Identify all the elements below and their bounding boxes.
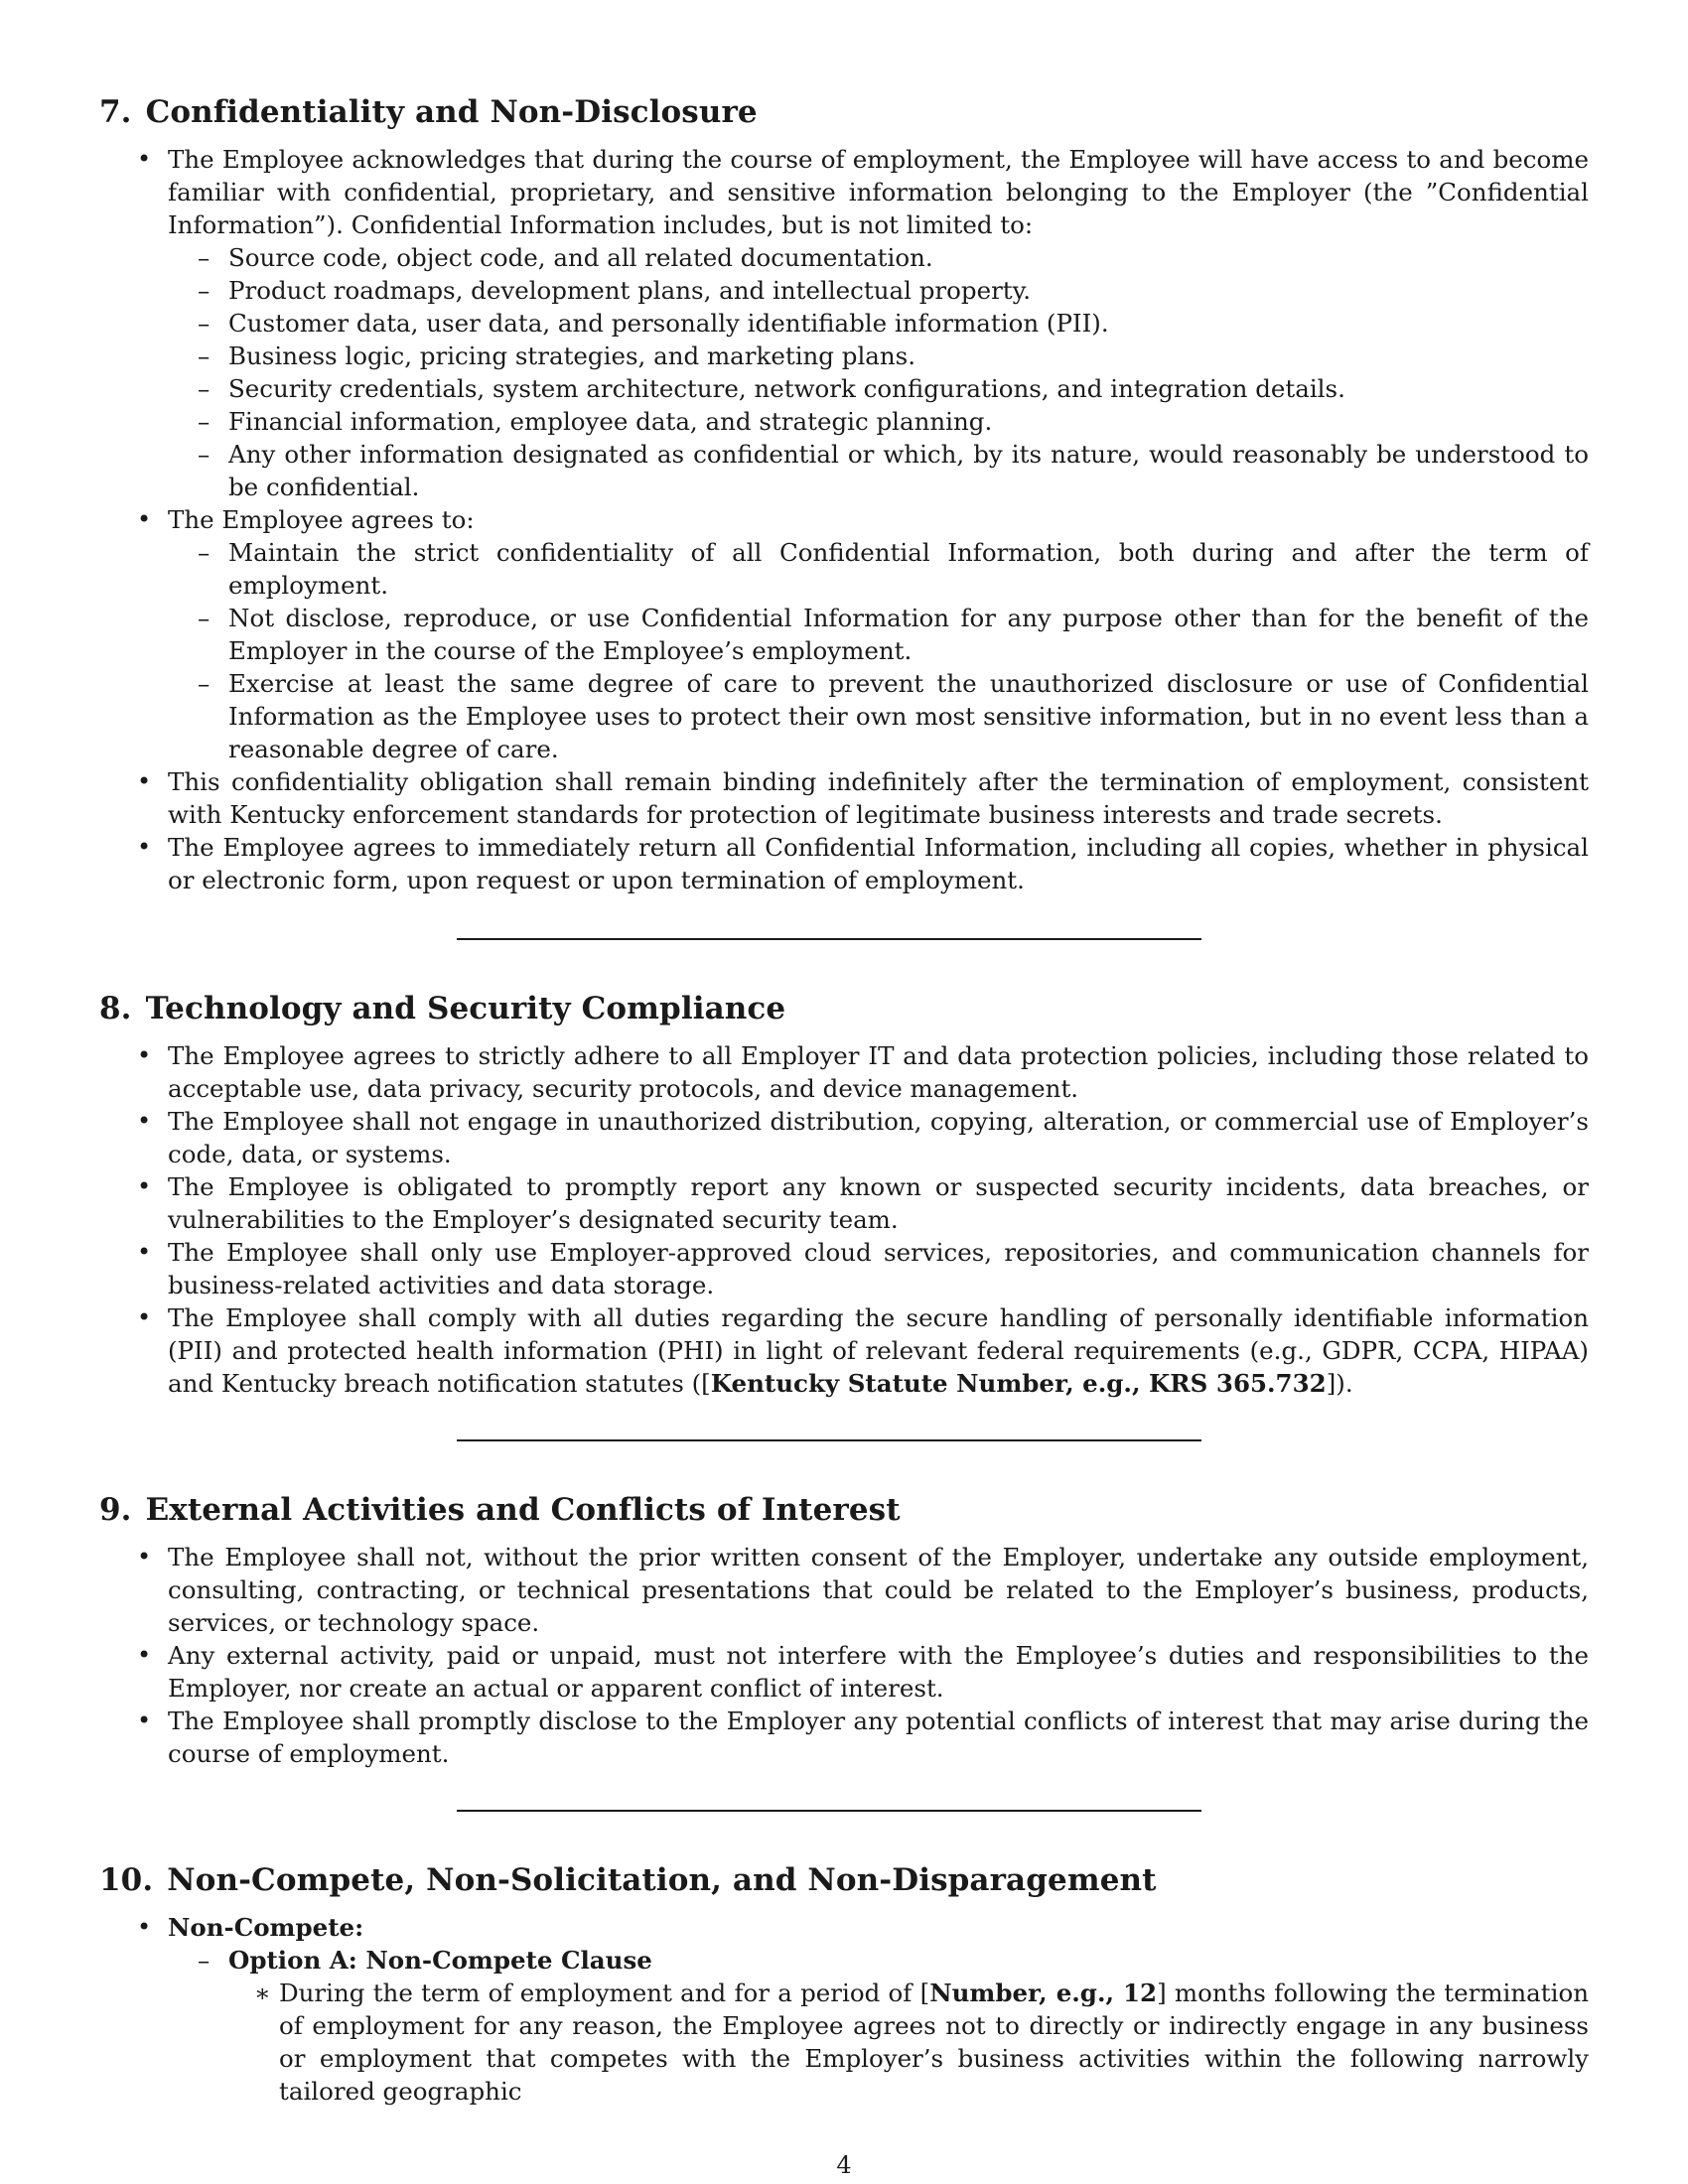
bullet-list	[99, 1541, 1589, 1770]
sub-list	[168, 1944, 1589, 2108]
section-7	[99, 91, 1589, 896]
list-item: • The Employee shall only use Employer-approved cloud services, repositories, and communication channels for business-related activities and data storage.	[99, 1236, 1589, 1301]
sub-list-item: – Financial information, employee data, and strategic planning.	[168, 405, 1589, 438]
sub-list-item: – Security credentials, system architecture, network configurations, and integration details.	[168, 372, 1589, 405]
section-heading: 8. Technology and Security Compliance	[99, 991, 786, 1026]
section-divider	[457, 1439, 1201, 1441]
sub-list-item: – Not disclose, reproduce, or use Confidential Information for any purpose other than for the benefit of the Employer in the course of the Employee’s employment.	[168, 602, 1589, 667]
section-heading: 9. External Activities and Conflicts of Interest	[99, 1492, 901, 1528]
sub-list-item: – Product roadmaps, development plans, and intellectual property.	[168, 274, 1589, 307]
sub-list-item: – Customer data, user data, and personally identifiable information (PII).	[168, 307, 1589, 340]
sub-sub-list	[228, 1977, 1589, 2108]
sub-list-item: – Business logic, pricing strategies, and marketing plans.	[168, 340, 1589, 372]
sub-list	[168, 241, 1589, 503]
list-item: • The Employee shall comply with all duties regarding the secure handling of personally identifiable information (PII) and protected health information (PHI) in light of relevant federal requirements (e.g., GDPR, CCPA, HIPAA) and Kentucky breach notification statutes ([Kentucky Statute Number, e.g., KRS 365.732]).	[99, 1301, 1589, 1400]
section-divider	[457, 1810, 1201, 1812]
sub-list-item: – Any other information designated as confidential or which, by its nature, would reasonably be understood to be confidential.	[168, 438, 1589, 503]
section-9	[99, 1489, 1589, 1770]
list-item: • The Employee acknowledges that during the course of employment, the Employee will have access to and become familiar with confidential, proprietary, and sensitive information belonging to the Employer (the ”Confidential Information”). Confidential Information includes, but is not limited to: – Source code, object code, and all related documentation. – Product roadmaps, development plans, and intellectual property. – Customer data, user data, and personally identifiable information (PII). – Business logic, pricing strategies, and marketing plans. – Security credentials, system architecture, network configurations, and integration details. – Financial information, employee data, and strategic planning. – Any other information designated as confidential or which, by its nature, would reasonably be understood to be confidential.	[99, 143, 1589, 503]
number-placeholder: Number, e.g., 12	[929, 1979, 1158, 2007]
list-item: • The Employee shall promptly disclose to the Employer any potential conflicts of interest that may arise during the course of employment.	[99, 1705, 1589, 1770]
section-divider	[457, 938, 1201, 940]
page-number: 4	[836, 2151, 852, 2179]
section-10	[99, 1859, 1589, 2108]
sub-list-item: – Option A: Non-Compete Clause ∗ During the term of employment and for a period of [Number, e.g., 12] months following the termination of employment for any reason, the Employee agrees not to directly or indirectly engage in any business or employment that competes with the Employer’s business activities within the following narrowly tailored geographic	[168, 1944, 1589, 2108]
list-item: • The Employee agrees to: – Maintain the strict confidentiality of all Confidential Information, both during and after the term of employment. – Not disclose, reproduce, or use Confidential Information for any purpose other than for the benefit of the Employer in the course of the Employee’s employment. – Exercise at least the same degree of care to prevent the unauthorized disclosure or use of Confidential Information as the Employee uses to protect their own most sensitive information, but in no event less than a reasonable degree of care.	[99, 503, 1589, 765]
bullet-list	[99, 1911, 1589, 2108]
sub-sub-list-item: ∗ During the term of employment and for a period of [Number, e.g., 12] months following the termination of employment for any reason, the Employee agrees not to directly or indirectly engage in any business or employment that competes with the Employer’s business activities within the following narrowly tailored geographic	[228, 1977, 1589, 2108]
document-page	[99, 91, 1589, 2108]
sub-list-item: – Source code, object code, and all related documentation.	[168, 241, 1589, 274]
list-item: • The Employee is obligated to promptly report any known or suspected security incidents, data breaches, or vulnerabilities to the Employer’s designated security team.	[99, 1170, 1589, 1236]
sub-list-item: – Exercise at least the same degree of care to prevent the unauthorized disclosure or use of Confidential Information as the Employee uses to protect their own most sensitive information, but in no event less than a reasonable degree of care.	[168, 667, 1589, 765]
section-8	[99, 988, 1589, 1400]
list-item: • Any external activity, paid or unpaid, must not interfere with the Employee’s duties and responsibilities to the Employer, nor create an actual or apparent conflict of interest.	[99, 1639, 1589, 1705]
section-heading: 10. Non-Compete, Non-Solicitation, and Non-Disparagement	[99, 1862, 1157, 1898]
list-item: • The Employee agrees to strictly adhere to all Employer IT and data protection policies, including those related to acceptable use, data privacy, security protocols, and device management.	[99, 1039, 1589, 1105]
bullet-list	[99, 1039, 1589, 1400]
sub-list	[168, 536, 1589, 765]
section-heading: 7. Confidentiality and Non-Disclosure	[99, 94, 758, 130]
bullet-list	[99, 143, 1589, 896]
list-item: • Non-Compete: – Option A: Non-Compete Clause ∗ During the term of employment and for a period of [Number, e.g., 12] months following the termination of employment for any reason, the Employee agrees not to directly or indirectly engage in any business or employment that competes with the Employer’s business activities within the following narrowly tailored geographic	[99, 1911, 1589, 2108]
statute-placeholder: Kentucky Statute Number, e.g., KRS 365.732	[710, 1369, 1327, 1398]
list-item: • The Employee agrees to immediately return all Confidential Information, including all copies, whether in physical or electronic form, upon request or upon termination of employment.	[99, 831, 1589, 896]
sub-list-item: – Maintain the strict confidentiality of all Confidential Information, both during and after the term of employment.	[168, 536, 1589, 602]
list-item: • The Employee shall not engage in unauthorized distribution, copying, alteration, or commercial use of Employer’s code, data, or systems.	[99, 1105, 1589, 1170]
list-item: • The Employee shall not, without the prior written consent of the Employer, undertake any outside employment, consulting, contracting, or technical presentations that could be related to the Employer’s business, products, services, or technology space.	[99, 1541, 1589, 1639]
list-item: • This confidentiality obligation shall remain binding indefinitely after the termination of employment, consistent with Kentucky enforcement standards for protection of legitimate business interests and trade secrets.	[99, 765, 1589, 831]
